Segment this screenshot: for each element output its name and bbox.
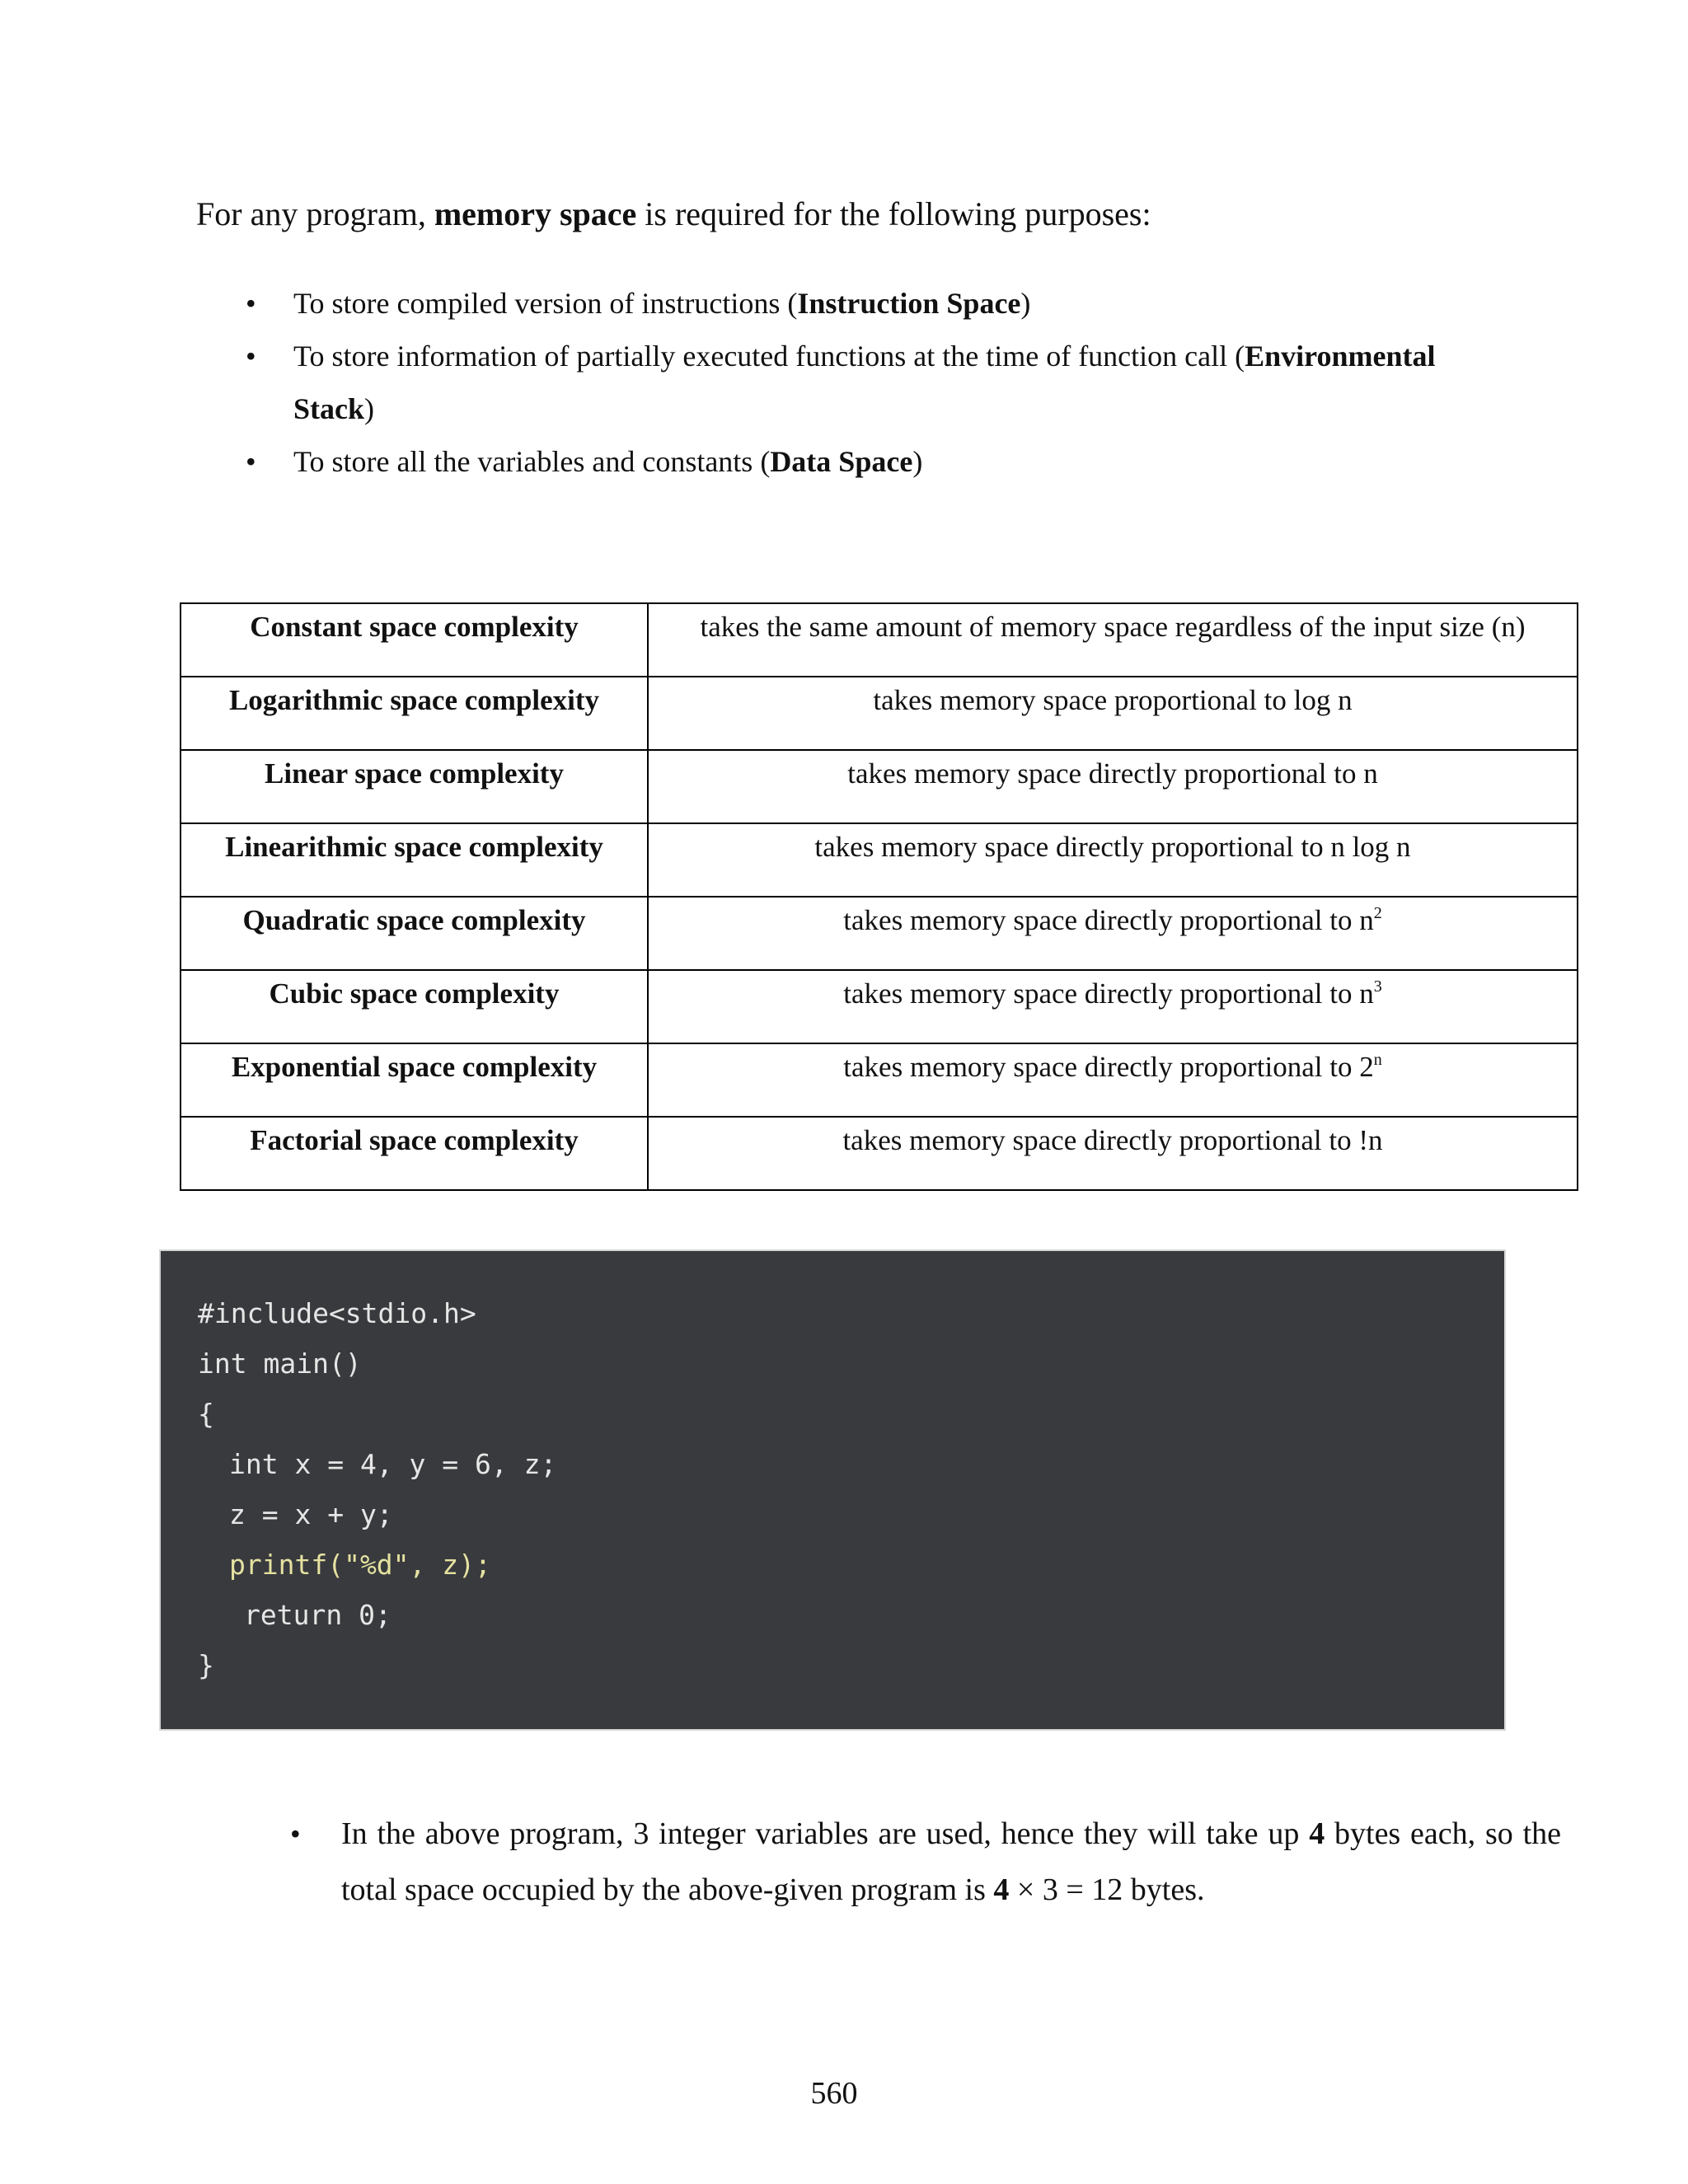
list-item-text: To store information of partially executed functions at the time of function call ( bbox=[293, 340, 1245, 373]
complexity-name: Factorial space complexity bbox=[181, 1117, 648, 1190]
code-line: printf("%d", z); bbox=[229, 1549, 491, 1581]
complexity-name: Linearithmic space complexity bbox=[181, 823, 648, 897]
complexity-description: takes memory space directly proportional to $n^3$ bbox=[648, 970, 1578, 1043]
table-row bbox=[181, 1117, 1578, 1190]
list-item-bold: Instruction Space bbox=[797, 287, 1021, 320]
memory-purpose-list bbox=[196, 277, 1482, 488]
list-item bbox=[196, 330, 1482, 435]
complexity-description: takes memory space directly proportional to n bbox=[648, 750, 1578, 823]
complexity-name: Logarithmic space complexity bbox=[181, 677, 648, 750]
note-text: bytes each, so the total space occupied by the above-given program is bbox=[341, 1816, 1561, 1907]
code-line: } bbox=[198, 1649, 214, 1681]
code-line: #include<stdio.h> bbox=[198, 1297, 476, 1329]
table-row bbox=[181, 750, 1578, 823]
intro-text-pre: For any program, bbox=[196, 195, 434, 232]
intro-bold-term: memory space bbox=[434, 195, 637, 232]
complexity-description: takes memory space directly proportional to $n^2$ bbox=[648, 897, 1578, 970]
list-item-close: ) bbox=[912, 445, 923, 478]
code-line: int main() bbox=[198, 1347, 362, 1380]
complexity-name: Linear space complexity bbox=[181, 750, 648, 823]
table-row bbox=[181, 1043, 1578, 1117]
list-item-text: To store all the variables and constants ( bbox=[293, 445, 771, 478]
intro-text-post: is required for the following purposes: bbox=[636, 195, 1151, 232]
code-line: { bbox=[198, 1398, 214, 1430]
complexity-description: takes memory space proportional to log n bbox=[648, 677, 1578, 750]
list-item bbox=[196, 277, 1482, 330]
complexity-name: Exponential space complexity bbox=[181, 1043, 648, 1117]
complexity-name: Quadratic space complexity bbox=[181, 897, 648, 970]
page-number: 560 bbox=[810, 2076, 858, 2111]
complexity-description: takes memory space directly proportional to !n bbox=[648, 1117, 1578, 1190]
intro-paragraph bbox=[196, 191, 1597, 237]
table-row bbox=[181, 823, 1578, 897]
complexity-name: Cubic space complexity bbox=[181, 970, 648, 1043]
note-text: In the above program, 3 integer variables are used, hence they will take up bbox=[341, 1816, 1310, 1851]
bullet-icon: • bbox=[246, 445, 256, 478]
code-block bbox=[159, 1249, 1506, 1731]
complexity-description: takes the same amount of memory space regardless of the input size (n) bbox=[648, 603, 1578, 677]
bullet-icon: • bbox=[246, 287, 256, 320]
list-item-close: ) bbox=[364, 392, 375, 425]
complexity-description: takes memory space directly proportional to 2$^n$ bbox=[648, 1043, 1578, 1117]
list-item-bold: Environmental Stack bbox=[293, 340, 1436, 425]
table-row bbox=[181, 897, 1578, 970]
bullet-icon: • bbox=[246, 340, 256, 373]
note-text: × 3 = 12 bytes. bbox=[1009, 1872, 1205, 1907]
note-bold: 4 bbox=[993, 1872, 1010, 1907]
space-complexity-table bbox=[180, 602, 1578, 1191]
bullet-icon: • bbox=[290, 1817, 301, 1850]
complexity-description: takes memory space directly proportional to n log n bbox=[648, 823, 1578, 897]
table-row bbox=[181, 677, 1578, 750]
complexity-name: Constant space complexity bbox=[181, 603, 648, 677]
list-item-bold: Data Space bbox=[770, 445, 913, 478]
note-bold: 4 bbox=[1309, 1816, 1325, 1851]
list-item bbox=[196, 435, 1482, 488]
table-row bbox=[181, 603, 1578, 677]
table-row bbox=[181, 970, 1578, 1043]
code-line: return 0; bbox=[244, 1599, 392, 1631]
code-line: int x = 4, y = 6, z; bbox=[229, 1448, 557, 1480]
code-line: z = x + y; bbox=[229, 1498, 393, 1530]
explanation-paragraph bbox=[247, 1806, 1561, 1918]
list-item-text: To store compiled version of instructions ( bbox=[293, 287, 798, 320]
list-item-close: ) bbox=[1020, 287, 1031, 320]
